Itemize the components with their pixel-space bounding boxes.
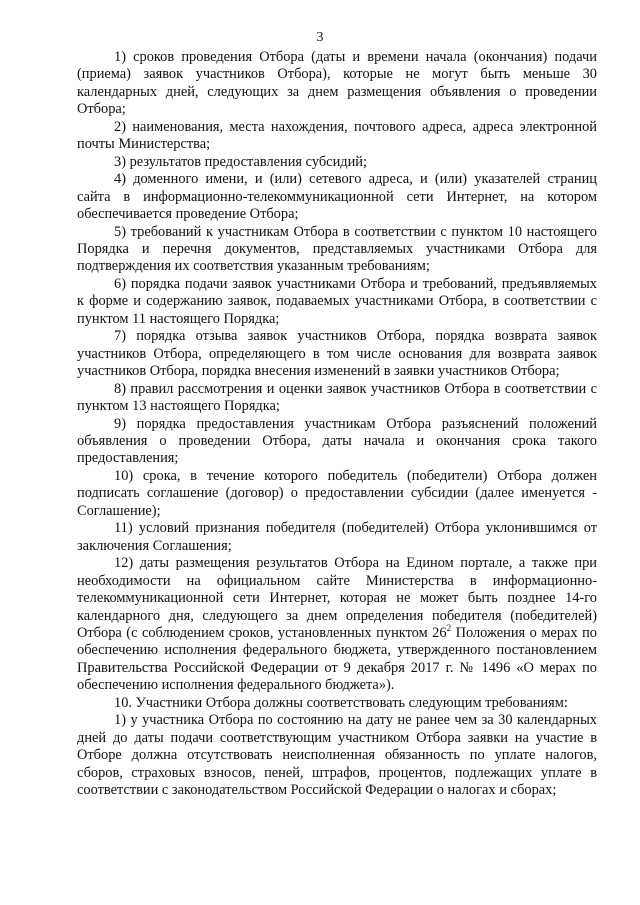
section-10-heading-paragraph: 10. Участники Отбора должны соответствовать следующим требованиям: [114,694,568,711]
requirement-item-1: 1) у участника Отбора по состоянию на дату не ранее чем за 30 календарных дней до даты подачи соответствующим участником Отбора заявки на участие в Отборе должна отсутствовать неисполненная обязанность по уплате налогов, сборов, страховых взносов, пеней, штрафов, процентов, подлежащих уплате в соответствии с законодательством Российской Федерации о налогах и сборах; [77,712,597,799]
paragraph-item-8: 8) правил рассмотрения и оценки заявок участников Отбора в соответствии с пунктом 13 настоящего Порядка; [77,380,597,415]
paragraph-item-1: 1) сроков проведения Отбора (даты и времени начала (окончания) подачи (приема) заявок участников Отбора), которые не могут быть меньше 30 календарных дней, следующих за днем размещения объявления о проведении Отбора; [77,49,597,118]
paragraph-item-2: 2) наименования, места нахождения, почтового адреса, адреса электронной почты Министерства; [77,118,597,153]
paragraph-item-7: 7) порядка отзыва заявок участников Отбора, порядка возврата заявок участников Отбора, определяющего в том числе основания для возврата заявок участников Отбора, порядка внесения изменений в заявки участников Отбора; [77,328,597,380]
paragraph-item-12-text-before: 12) даты размещения результатов Отбора на Едином портале, а также при необходимости на официальном сайте Министерства в информационно-телекоммуникационной сети Интернет, которая не может быть позднее 14-го календарного дня, следующего за днем определения победителя (победителей) Отбора (с соблюдением сроков, установленных пунктом 26 [77,555,597,641]
document-body [77,49,597,799]
paragraph-item-10: 10) срока, в течение которого победитель (победители) Отбора должен подписать соглашение (договор) о предоставлении субсидии (далее именуется - Соглашение); [77,467,597,519]
paragraph-item-9: 9) порядка предоставления участникам Отбора разъяснений положений объявления о проведении Отбора, даты начала и окончания срока такого предоставления; [77,415,597,467]
paragraph-item-11: 11) условий признания победителя (победителей) Отбора уклонившимся от заключения Соглашения; [77,520,597,554]
paragraph-item-5: 5) требований к участникам Отбора в соответствии с пунктом 10 настоящего Порядка и перечня документов, представляемых участниками Отбора для подтверждения их соответствия указанным требованиям; [77,223,597,275]
paragraph-item-3: 3) результатов предоставления субсидий; [114,153,367,170]
paragraph-item-4: 4) доменного имени, и (или) сетевого адреса, и (или) указателей страниц сайта в информационно-телекоммуникационной сети Интернет, на котором обеспечивается проведение Отбора; [77,171,597,223]
paragraph-item-6: 6) порядка подачи заявок участниками Отбора и требований, предъявляемых к форме и содержанию заявок, подаваемых участниками Отбора, в соответствии с пунктом 11 настоящего Порядка; [77,275,597,327]
page-number: 3 [316,30,324,45]
paragraph-item-12 [77,555,597,695]
paragraph-item-12-superscript: 2 [446,623,452,634]
paragraph-item-12-text-after: Положения о мерах по обеспечению исполнения федерального бюджета, утвержденного постановлением Правительства Российской Федерации от 9 декабря 2017 г. № 1496 «О мерах по обеспечению исполнения федерального бюджета»). [77,624,597,694]
